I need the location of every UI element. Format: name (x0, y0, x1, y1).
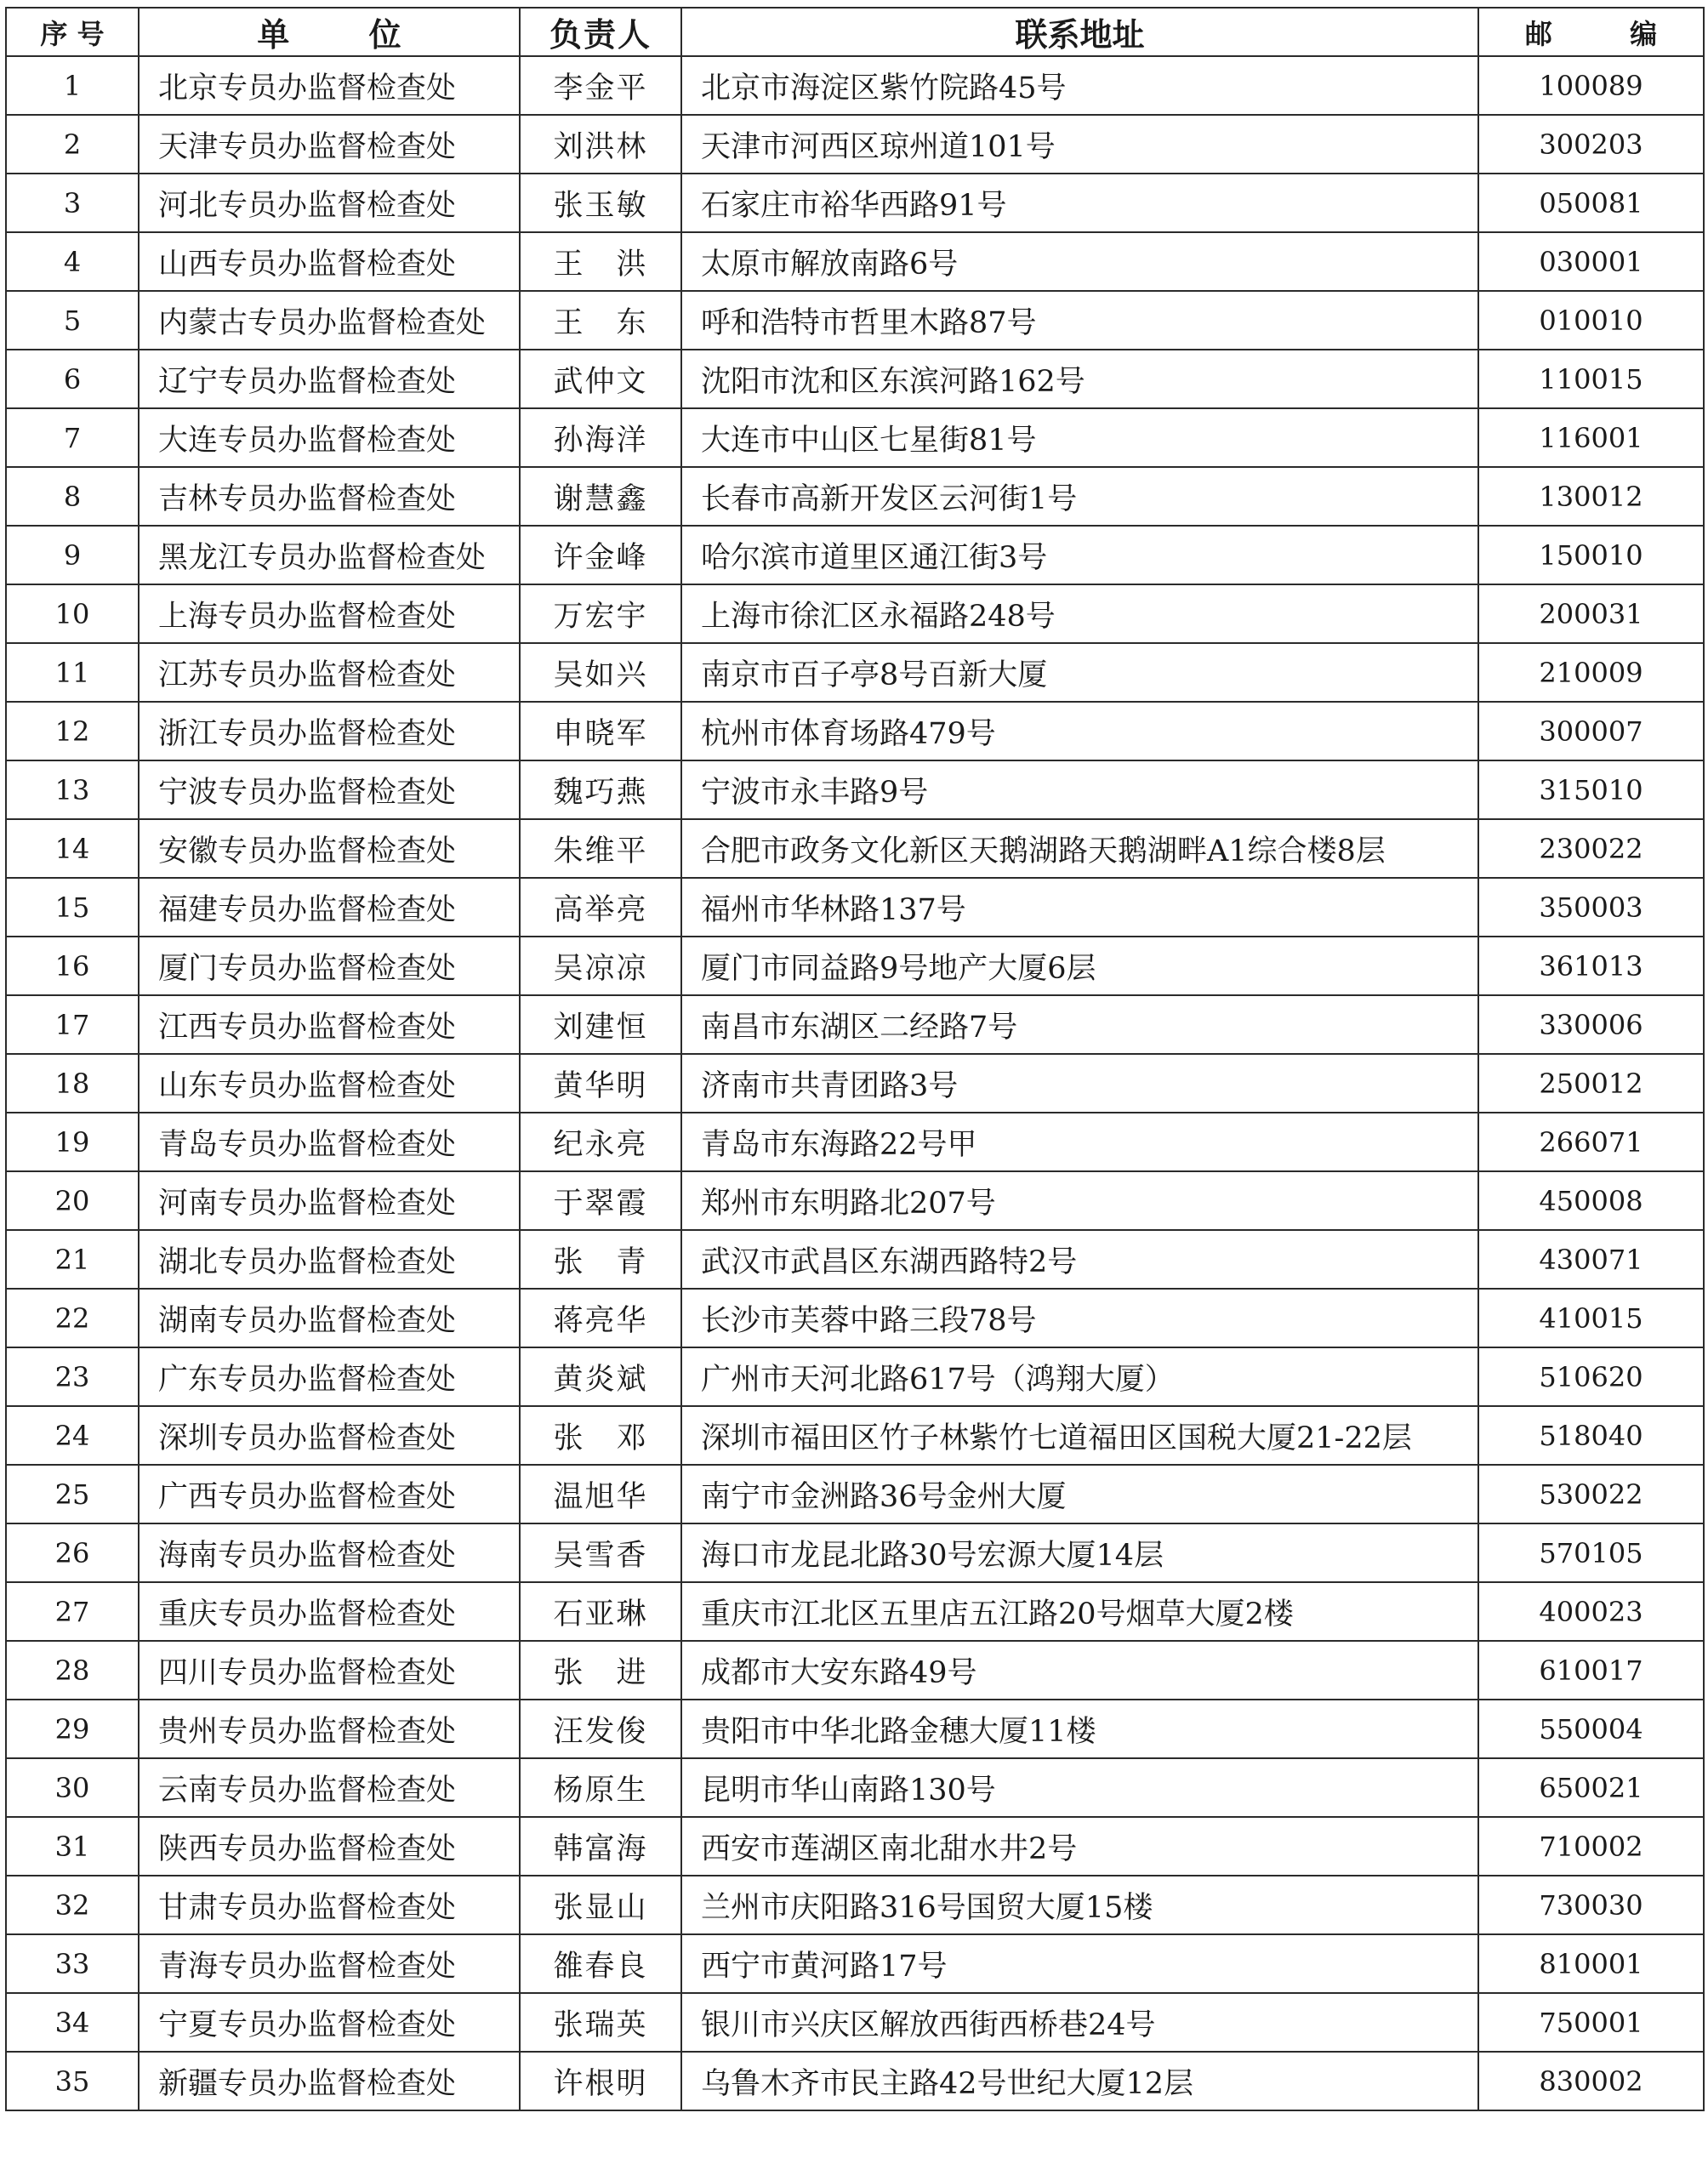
cell-address: 西安市莲湖区南北甜水井2号 (681, 1817, 1478, 1876)
cell-address: 大连市中山区七星街81号 (681, 408, 1478, 467)
cell-no: 9 (6, 526, 139, 584)
cell-zip: 450008 (1478, 1171, 1704, 1230)
table-row (6, 350, 1704, 408)
cell-head: 张显山 (520, 1876, 681, 1934)
cell-address: 厦门市同益路9号地产大厦6层 (681, 937, 1478, 995)
cell-unit: 青岛专员办监督检查处 (139, 1113, 520, 1171)
table-row (6, 232, 1704, 291)
cell-no: 26 (6, 1523, 139, 1582)
cell-head: 张瑞英 (520, 1993, 681, 2052)
cell-head: 朱维平 (520, 819, 681, 878)
cell-zip: 010010 (1478, 291, 1704, 350)
cell-head: 韩富海 (520, 1817, 681, 1876)
cell-head: 黄华明 (520, 1054, 681, 1113)
cell-head: 纪永亮 (520, 1113, 681, 1171)
cell-zip: 250012 (1478, 1054, 1704, 1113)
header-row (6, 8, 1704, 56)
table-row (6, 1113, 1704, 1171)
table-row (6, 1054, 1704, 1113)
table-body (6, 56, 1704, 2110)
table-row (6, 174, 1704, 232)
cell-head: 谢慧鑫 (520, 467, 681, 526)
cell-address: 兰州市庆阳路316号国贸大厦15楼 (681, 1876, 1478, 1934)
cell-no: 33 (6, 1934, 139, 1993)
table-row (6, 819, 1704, 878)
cell-unit: 天津专员办监督检查处 (139, 115, 520, 174)
table-row (6, 937, 1704, 995)
cell-unit: 辽宁专员办监督检查处 (139, 350, 520, 408)
cell-address: 贵阳市中华北路金穗大厦11楼 (681, 1700, 1478, 1758)
table-row (6, 467, 1704, 526)
cell-no: 17 (6, 995, 139, 1054)
cell-address: 合肥市政务文化新区天鹅湖路天鹅湖畔A1综合楼8层 (681, 819, 1478, 878)
cell-head: 刘洪林 (520, 115, 681, 174)
cell-unit: 青海专员办监督检查处 (139, 1934, 520, 1993)
cell-head: 武仲文 (520, 350, 681, 408)
cell-unit: 甘肃专员办监督检查处 (139, 1876, 520, 1934)
cell-zip: 810001 (1478, 1934, 1704, 1993)
cell-head: 王 洪 (520, 232, 681, 291)
cell-address: 郑州市东明路北207号 (681, 1171, 1478, 1230)
cell-address: 天津市河西区琼州道101号 (681, 115, 1478, 174)
cell-head: 孙海洋 (520, 408, 681, 467)
table-row (6, 878, 1704, 937)
cell-unit: 深圳专员办监督检查处 (139, 1406, 520, 1465)
cell-no: 2 (6, 115, 139, 174)
cell-no: 27 (6, 1582, 139, 1641)
cell-no: 23 (6, 1347, 139, 1406)
cell-no: 31 (6, 1817, 139, 1876)
table-row (6, 1700, 1704, 1758)
table-row (6, 408, 1704, 467)
table-row (6, 1758, 1704, 1817)
cell-zip: 230022 (1478, 819, 1704, 878)
cell-address: 南昌市东湖区二经路7号 (681, 995, 1478, 1054)
cell-address: 呼和浩特市哲里木路87号 (681, 291, 1478, 350)
table-row (6, 643, 1704, 702)
cell-unit: 海南专员办监督检查处 (139, 1523, 520, 1582)
cell-address: 上海市徐汇区永福路248号 (681, 584, 1478, 643)
cell-zip: 116001 (1478, 408, 1704, 467)
table-row (6, 526, 1704, 584)
cell-head: 杨原生 (520, 1758, 681, 1817)
cell-no: 34 (6, 1993, 139, 2052)
cell-no: 29 (6, 1700, 139, 1758)
table-row (6, 1289, 1704, 1347)
cell-unit: 宁波专员办监督检查处 (139, 760, 520, 819)
header-zip: 邮 编 (1478, 8, 1704, 56)
cell-zip: 570105 (1478, 1523, 1704, 1582)
cell-zip: 030001 (1478, 232, 1704, 291)
cell-unit: 河北专员办监督检查处 (139, 174, 520, 232)
cell-head: 吴凉凉 (520, 937, 681, 995)
cell-address: 哈尔滨市道里区通江街3号 (681, 526, 1478, 584)
table-row (6, 584, 1704, 643)
cell-no: 3 (6, 174, 139, 232)
table-row (6, 1582, 1704, 1641)
table-row (6, 1523, 1704, 1582)
cell-no: 13 (6, 760, 139, 819)
header-unit: 单 位 (139, 8, 520, 56)
table-row (6, 1641, 1704, 1700)
cell-unit: 江苏专员办监督检查处 (139, 643, 520, 702)
cell-unit: 北京专员办监督检查处 (139, 56, 520, 115)
cell-address: 深圳市福田区竹子林紫竹七道福田区国税大厦21-22层 (681, 1406, 1478, 1465)
cell-no: 28 (6, 1641, 139, 1700)
cell-head: 高举亮 (520, 878, 681, 937)
cell-address: 北京市海淀区紫竹院路45号 (681, 56, 1478, 115)
cell-no: 18 (6, 1054, 139, 1113)
cell-unit: 上海专员办监督检查处 (139, 584, 520, 643)
table-row (6, 1934, 1704, 1993)
cell-zip: 518040 (1478, 1406, 1704, 1465)
cell-head: 蒋亮华 (520, 1289, 681, 1347)
cell-address: 南宁市金洲路36号金州大厦 (681, 1465, 1478, 1523)
cell-no: 6 (6, 350, 139, 408)
cell-address: 长春市高新开发区云河街1号 (681, 467, 1478, 526)
cell-address: 太原市解放南路6号 (681, 232, 1478, 291)
cell-no: 22 (6, 1289, 139, 1347)
cell-zip: 100089 (1478, 56, 1704, 115)
cell-unit: 四川专员办监督检查处 (139, 1641, 520, 1700)
table-row (6, 2052, 1704, 2110)
cell-address: 西宁市黄河路17号 (681, 1934, 1478, 1993)
cell-head: 许金峰 (520, 526, 681, 584)
cell-no: 4 (6, 232, 139, 291)
cell-no: 14 (6, 819, 139, 878)
cell-no: 35 (6, 2052, 139, 2110)
cell-unit: 重庆专员办监督检查处 (139, 1582, 520, 1641)
cell-unit: 江西专员办监督检查处 (139, 995, 520, 1054)
cell-unit: 广西专员办监督检查处 (139, 1465, 520, 1523)
table-row (6, 1406, 1704, 1465)
cell-unit: 吉林专员办监督检查处 (139, 467, 520, 526)
cell-unit: 浙江专员办监督检查处 (139, 702, 520, 760)
cell-head: 万宏宇 (520, 584, 681, 643)
table-row (6, 995, 1704, 1054)
cell-address: 南京市百子亭8号百新大厦 (681, 643, 1478, 702)
cell-head: 汪发俊 (520, 1700, 681, 1758)
cell-zip: 650021 (1478, 1758, 1704, 1817)
table-row (6, 1993, 1704, 2052)
cell-zip: 110015 (1478, 350, 1704, 408)
cell-zip: 210009 (1478, 643, 1704, 702)
cell-address: 昆明市华山南路130号 (681, 1758, 1478, 1817)
cell-head: 张 进 (520, 1641, 681, 1700)
cell-no: 16 (6, 937, 139, 995)
cell-no: 24 (6, 1406, 139, 1465)
cell-head: 张 青 (520, 1230, 681, 1289)
cell-address: 乌鲁木齐市民主路42号世纪大厦12层 (681, 2052, 1478, 2110)
cell-address: 青岛市东海路22号甲 (681, 1113, 1478, 1171)
cell-zip: 530022 (1478, 1465, 1704, 1523)
header-head: 负责人 (520, 8, 681, 56)
cell-unit: 云南专员办监督检查处 (139, 1758, 520, 1817)
cell-address: 福州市华林路137号 (681, 878, 1478, 937)
cell-zip: 750001 (1478, 1993, 1704, 2052)
cell-zip: 710002 (1478, 1817, 1704, 1876)
cell-head: 温旭华 (520, 1465, 681, 1523)
cell-address: 成都市大安东路49号 (681, 1641, 1478, 1700)
cell-zip: 300203 (1478, 115, 1704, 174)
cell-no: 30 (6, 1758, 139, 1817)
cell-head: 王 东 (520, 291, 681, 350)
cell-no: 12 (6, 702, 139, 760)
cell-head: 张玉敏 (520, 174, 681, 232)
cell-unit: 内蒙古专员办监督检查处 (139, 291, 520, 350)
cell-head: 张 邓 (520, 1406, 681, 1465)
cell-zip: 050081 (1478, 174, 1704, 232)
cell-no: 25 (6, 1465, 139, 1523)
table-row (6, 702, 1704, 760)
cell-address: 银川市兴庆区解放西街西桥巷24号 (681, 1993, 1478, 2052)
cell-zip: 266071 (1478, 1113, 1704, 1171)
cell-zip: 200031 (1478, 584, 1704, 643)
cell-unit: 福建专员办监督检查处 (139, 878, 520, 937)
cell-no: 7 (6, 408, 139, 467)
cell-address: 广州市天河北路617号（鸿翔大厦） (681, 1347, 1478, 1406)
cell-zip: 330006 (1478, 995, 1704, 1054)
cell-unit: 广东专员办监督检查处 (139, 1347, 520, 1406)
cell-address: 沈阳市沈和区东滨河路162号 (681, 350, 1478, 408)
cell-no: 5 (6, 291, 139, 350)
contact-table (5, 7, 1705, 2111)
cell-zip: 410015 (1478, 1289, 1704, 1347)
cell-head: 吴雪香 (520, 1523, 681, 1582)
cell-address: 重庆市江北区五里店五江路20号烟草大厦2楼 (681, 1582, 1478, 1641)
cell-head: 于翠霞 (520, 1171, 681, 1230)
table-row (6, 291, 1704, 350)
cell-address: 石家庄市裕华西路91号 (681, 174, 1478, 232)
cell-zip: 510620 (1478, 1347, 1704, 1406)
cell-zip: 730030 (1478, 1876, 1704, 1934)
cell-unit: 河南专员办监督检查处 (139, 1171, 520, 1230)
cell-zip: 400023 (1478, 1582, 1704, 1641)
cell-unit: 湖南专员办监督检查处 (139, 1289, 520, 1347)
cell-unit: 厦门专员办监督检查处 (139, 937, 520, 995)
cell-zip: 130012 (1478, 467, 1704, 526)
cell-no: 32 (6, 1876, 139, 1934)
cell-no: 11 (6, 643, 139, 702)
cell-no: 15 (6, 878, 139, 937)
header-no: 序 号 (6, 8, 139, 56)
cell-address: 长沙市芙蓉中路三段78号 (681, 1289, 1478, 1347)
table-row (6, 1465, 1704, 1523)
cell-zip: 361013 (1478, 937, 1704, 995)
cell-head: 吴如兴 (520, 643, 681, 702)
cell-head: 雒春良 (520, 1934, 681, 1993)
cell-head: 石亚琳 (520, 1582, 681, 1641)
table-row (6, 1817, 1704, 1876)
table-row (6, 1171, 1704, 1230)
cell-zip: 550004 (1478, 1700, 1704, 1758)
table-row (6, 115, 1704, 174)
cell-head: 魏巧燕 (520, 760, 681, 819)
cell-unit: 贵州专员办监督检查处 (139, 1700, 520, 1758)
table-row (6, 1876, 1704, 1934)
cell-zip: 830002 (1478, 2052, 1704, 2110)
cell-head: 许根明 (520, 2052, 681, 2110)
cell-zip: 350003 (1478, 878, 1704, 937)
cell-zip: 430071 (1478, 1230, 1704, 1289)
cell-address: 杭州市体育场路479号 (681, 702, 1478, 760)
cell-no: 19 (6, 1113, 139, 1171)
table-row (6, 56, 1704, 115)
cell-head: 李金平 (520, 56, 681, 115)
cell-no: 21 (6, 1230, 139, 1289)
cell-unit: 山东专员办监督检查处 (139, 1054, 520, 1113)
cell-no: 10 (6, 584, 139, 643)
cell-address: 武汉市武昌区东湖西路特2号 (681, 1230, 1478, 1289)
cell-unit: 黑龙江专员办监督检查处 (139, 526, 520, 584)
cell-head: 黄炎斌 (520, 1347, 681, 1406)
cell-zip: 315010 (1478, 760, 1704, 819)
cell-zip: 300007 (1478, 702, 1704, 760)
cell-address: 海口市龙昆北路30号宏源大厦14层 (681, 1523, 1478, 1582)
table-row (6, 760, 1704, 819)
cell-no: 1 (6, 56, 139, 115)
cell-zip: 610017 (1478, 1641, 1704, 1700)
cell-head: 刘建恒 (520, 995, 681, 1054)
cell-address: 济南市共青团路3号 (681, 1054, 1478, 1113)
cell-unit: 新疆专员办监督检查处 (139, 2052, 520, 2110)
header-address: 联系地址 (681, 8, 1478, 56)
cell-address: 宁波市永丰路9号 (681, 760, 1478, 819)
cell-no: 8 (6, 467, 139, 526)
table-row (6, 1347, 1704, 1406)
cell-unit: 大连专员办监督检查处 (139, 408, 520, 467)
cell-no: 20 (6, 1171, 139, 1230)
cell-unit: 安徽专员办监督检查处 (139, 819, 520, 878)
cell-head: 申晓军 (520, 702, 681, 760)
table-row (6, 1230, 1704, 1289)
cell-unit: 陕西专员办监督检查处 (139, 1817, 520, 1876)
cell-zip: 150010 (1478, 526, 1704, 584)
cell-unit: 湖北专员办监督检查处 (139, 1230, 520, 1289)
cell-unit: 宁夏专员办监督检查处 (139, 1993, 520, 2052)
cell-unit: 山西专员办监督检查处 (139, 232, 520, 291)
